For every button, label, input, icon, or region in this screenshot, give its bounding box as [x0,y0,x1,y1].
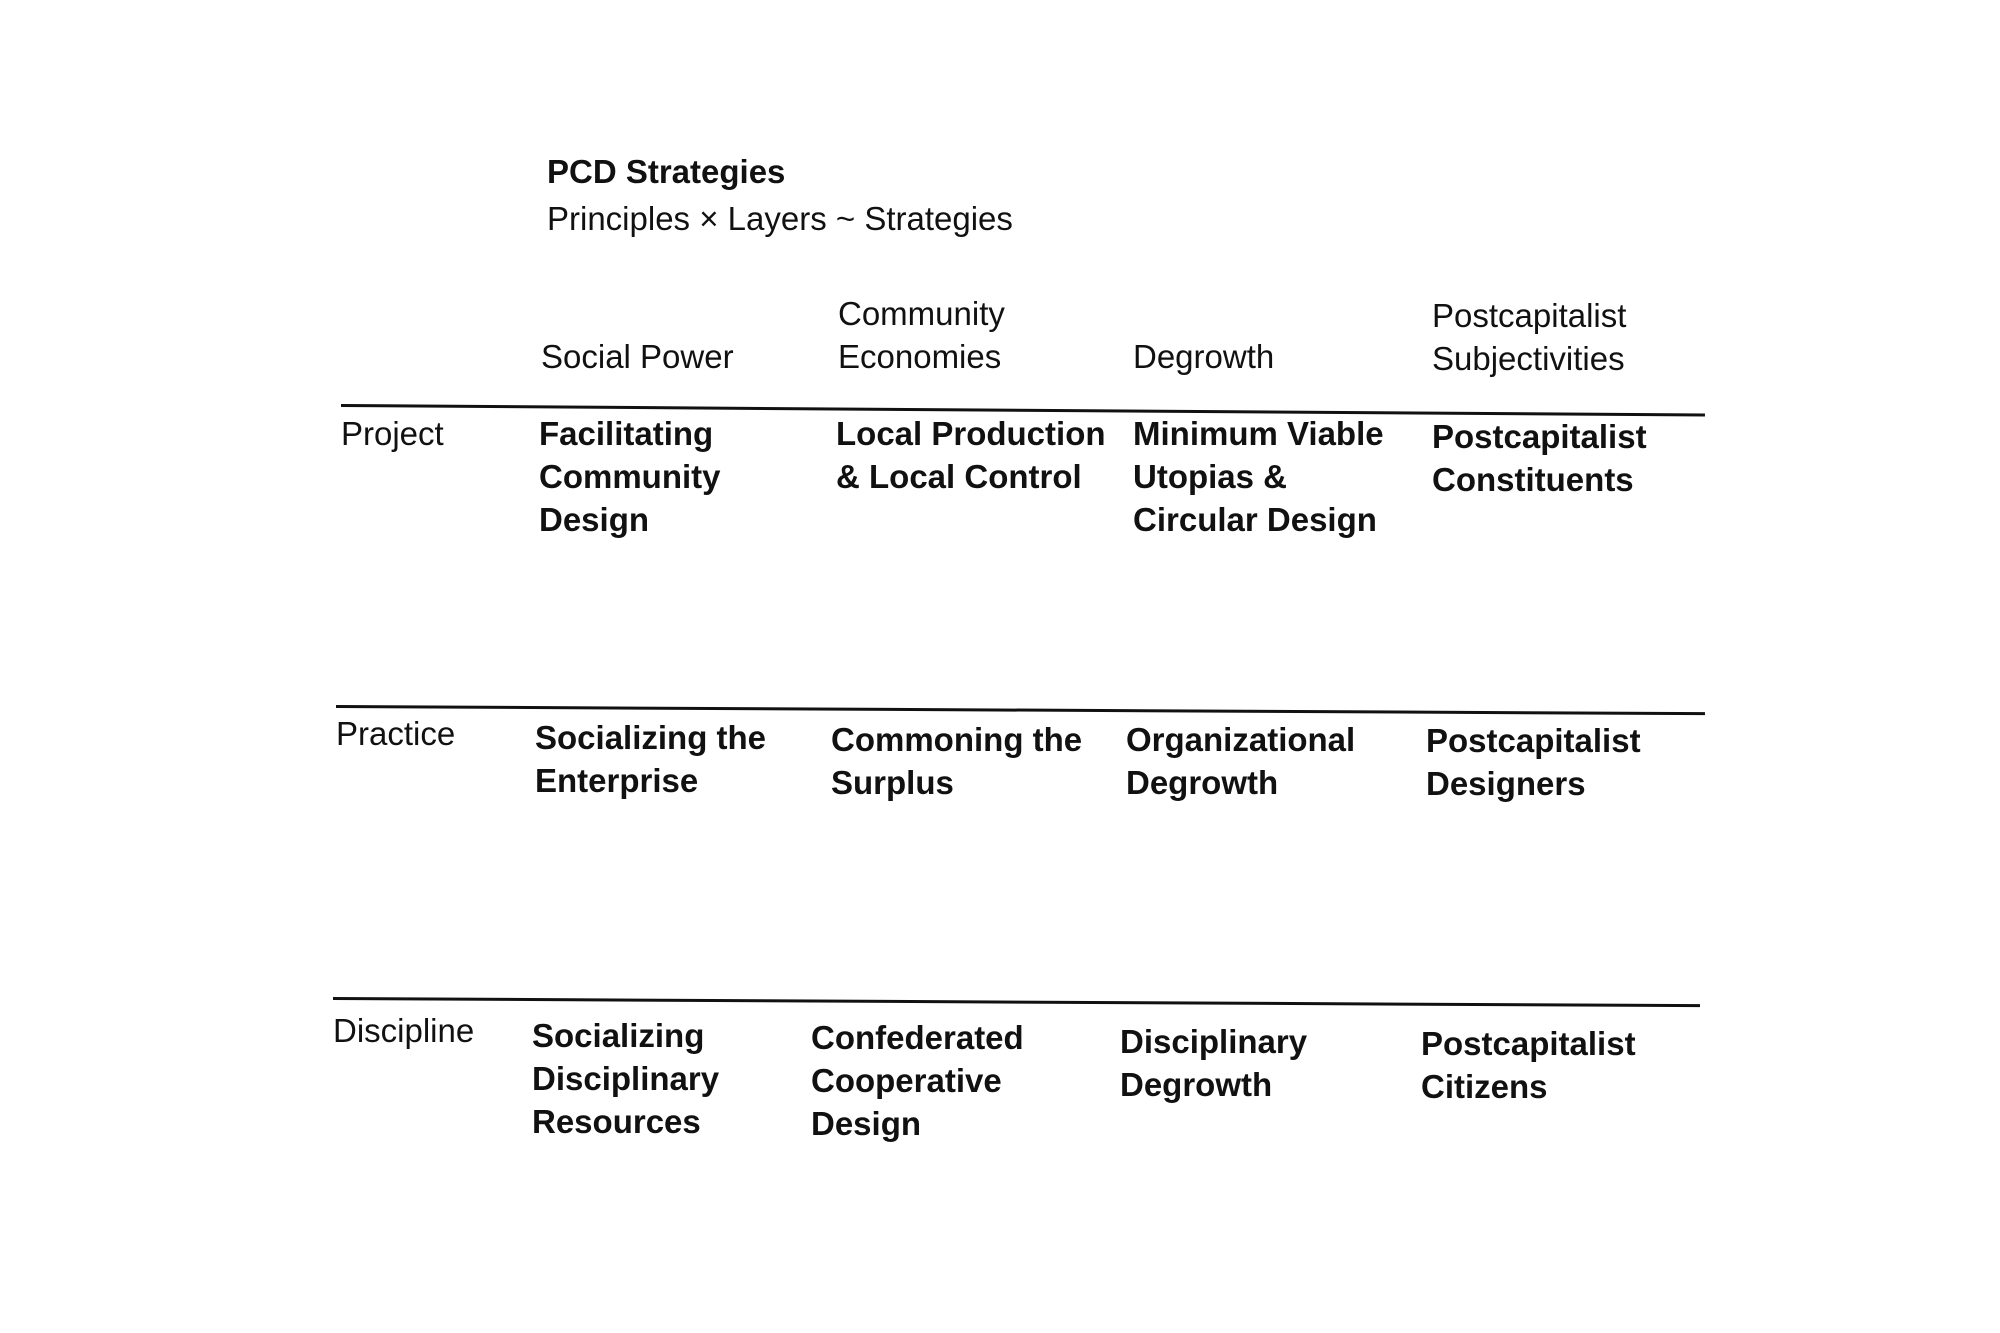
column-header-line: Community [838,295,1005,332]
cell-line: Enterprise [535,762,699,799]
cell-line: Postcapitalist [1426,722,1641,759]
cell-line: Confederated [811,1019,1024,1056]
cell-line: Socializing the [535,719,767,756]
column-header-community-economies [838,290,1108,378]
column-header-line: Postcapitalist [1432,297,1627,334]
cell-line: Designers [1426,765,1586,802]
cell-line: Design [811,1105,922,1142]
cell-line: Organizational [1126,721,1356,758]
column-header-line: Social Power [541,338,734,375]
cell-line: Constituents [1432,461,1634,498]
cell-line: Postcapitalist [1421,1025,1636,1062]
column-header-line: Degrowth [1133,338,1275,375]
cell-line: Community [539,458,721,495]
column-header-postcapitalist-subjectivities [1432,292,1702,380]
cell-line: Surplus [831,764,954,801]
cell-discipline-social-power [532,1014,719,1143]
cell-line: Cooperative [811,1062,1002,1099]
row-divider-discipline [333,997,1700,1007]
cell-practice-social-power [535,716,766,802]
cell-line: Socializing [532,1017,705,1054]
cell-line: Design [539,501,650,538]
cell-practice-postcapitalist-subjectivities [1426,719,1641,805]
page-subtitle: Principles × Layers ~ Strategies [547,200,1013,237]
column-header-line: Subjectivities [1432,340,1625,377]
cell-project-postcapitalist-subjectivities [1432,415,1647,501]
page-title: PCD Strategies [547,153,786,190]
cell-line: Citizens [1421,1068,1548,1105]
cell-practice-community-economies [831,718,1082,804]
cell-line: Resources [532,1103,701,1140]
cell-line: Disciplinary [1120,1023,1308,1060]
cell-line: Circular Design [1133,501,1377,538]
row-label-discipline: Discipline [333,1012,475,1049]
row-divider-practice [336,705,1705,715]
cell-line: Degrowth [1120,1066,1273,1103]
cell-line: Degrowth [1126,764,1279,801]
column-header-social-power [541,290,811,378]
cell-line: Facilitating [539,415,714,452]
cell-line: Local Production [836,415,1106,452]
cell-line: Utopias & [1133,458,1288,495]
cell-project-social-power [539,412,721,541]
cell-line: Disciplinary [532,1060,720,1097]
cell-discipline-community-economies [811,1016,1024,1145]
cell-line: Commoning the [831,721,1083,758]
cell-line: & Local Control [836,458,1082,495]
cell-discipline-degrowth [1120,1020,1307,1106]
cell-line: Postcapitalist [1432,418,1647,455]
cell-line: Minimum Viable [1133,415,1384,452]
cell-project-community-economies [836,412,1106,498]
column-header-line: Economies [838,338,1002,375]
cell-practice-degrowth [1126,718,1355,804]
cell-discipline-postcapitalist-subjectivities [1421,1022,1636,1108]
row-label-project: Project [341,415,444,452]
column-header-degrowth [1133,290,1403,378]
cell-project-degrowth [1133,412,1384,541]
row-label-practice: Practice [336,715,456,752]
